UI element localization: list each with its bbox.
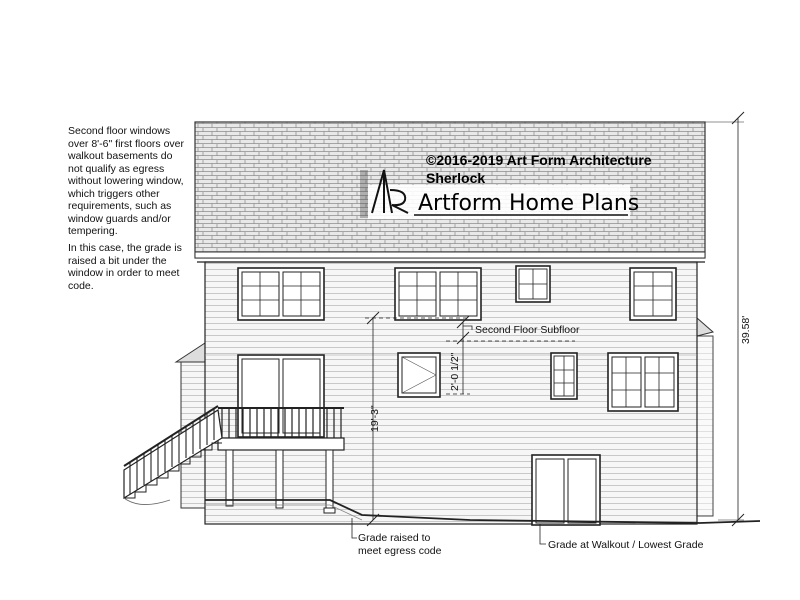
sill-offset-label: 2'-0 1/2" <box>449 352 461 391</box>
subfloor-callout <box>463 324 580 336</box>
walkout-door <box>532 455 600 525</box>
grade-note-text: In this case, the grade is raised a bit under the window in order to meet code. <box>68 242 182 292</box>
walkout-grade-label: Grade at Walkout / Lowest Grade <box>548 539 704 551</box>
brand-text: Artform Home Plans <box>418 191 640 216</box>
second-floor-window-4 <box>630 268 676 320</box>
grade-note <box>68 242 190 292</box>
first-floor-slider-door <box>238 355 324 437</box>
first-floor-double-window <box>608 353 678 411</box>
subfloor-label: Second Floor Subfloor <box>475 324 580 336</box>
egress-note-text: Second floor windows over 8'-6" first floors over walkout basements do not qualify as egress without lowering window, which triggers other requirements, such as window guards and/or tempering. <box>68 125 185 237</box>
first-floor-small-window <box>551 353 577 399</box>
second-floor-window-3 <box>516 266 550 302</box>
grade-raised-label: Grade raised to meet egress code <box>358 532 442 557</box>
right-wing <box>697 318 713 516</box>
walkout-grade-callout <box>540 524 704 551</box>
window-height-label: 19'-3" <box>369 405 381 432</box>
total-height-label: 39.58' <box>740 315 752 344</box>
egress-note <box>68 125 186 238</box>
copyright-text: ©2016-2019 Art Form Architecture <box>426 152 652 168</box>
second-floor-window-1 <box>238 268 324 320</box>
second-floor-window-2 <box>395 268 481 320</box>
lowered-window <box>398 353 440 397</box>
plan-name-text: Sherlock <box>426 170 486 186</box>
